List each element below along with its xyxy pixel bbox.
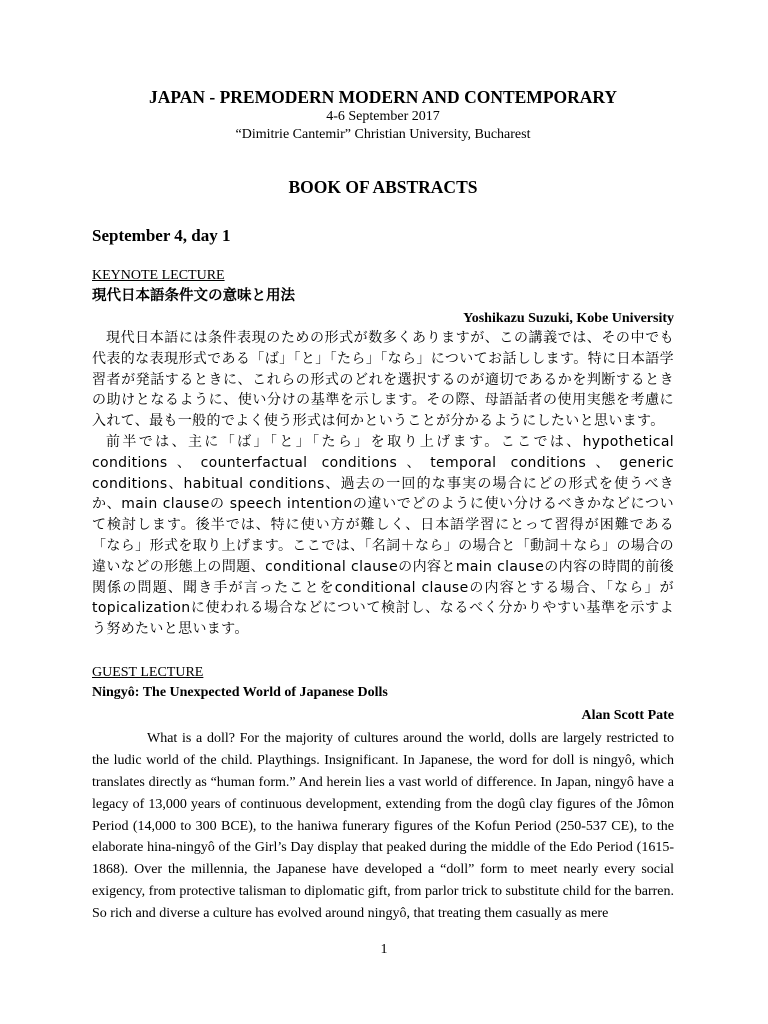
- page-number: 1: [380, 942, 388, 957]
- keynote-paragraph-2: 前半では、主に「ば」「と」「たら」を取り上げます。ここでは、hypothetical conditions、counterfactual conditions、temporal conditions、generic conditions、habitual conditions、過去の一回的な事実の場合にどの形式を使うべきか、main clauseの speech intentionの違いでどのように使い分けるべきかなどについて検討します。後半では、特に使い方が難しく、日本語学習にとって習得が困難である「なら」形式を取り上げます。ここでは、「名詞＋なら」の場合と「動詞＋なら」の場合の違いなどの形態上の問題、conditional clauseの内容とmain clauseの内容の時間的前後関係の問題、聞き手が言ったことをconditional clauseの内容とする場合、「なら」がtopicalizationに使われる場合などについて検討し、なるべく分かりやすい基準を示すよう努めたいと思います。: [92, 433, 674, 638]
- day-heading: September 4, day 1: [92, 226, 231, 245]
- book-title: BOOK OF ABSTRACTS: [288, 177, 478, 197]
- keynote-paragraph-1: 現代日本語には条件表現のための形式が数多くありますが、この講義では、その中でも代表的な表現形式である「ば」「と」「たら」「なら」についてお話しします。特に日本語学習者が発話するときに、これらの形式のどれを選択するのが適切であるかを判断するときの助けとなるように、使い分けの基準を示します。その際、母語話者の使用実態を考慮に入れて、最も一般的でよく使う形式は何かということが分かるようにしたいと思います。: [92, 330, 674, 430]
- keynote-abstract: [92, 328, 674, 640]
- keynote-label: KEYNOTE LECTURE: [92, 268, 225, 283]
- document-page: [92, 86, 674, 925]
- conference-dates: 4-6 September 2017: [326, 109, 440, 124]
- conference-venue: “Dimitrie Cantemir” Christian University, Bucharest: [235, 127, 531, 142]
- keynote-title: 現代日本語条件文の意味と用法: [92, 288, 295, 304]
- keynote-author: Yoshikazu Suzuki, Kobe University: [463, 311, 674, 326]
- guest-abstract: What is a doll? For the majority of cultures around the world, dolls are largely restricted to the ludic world of the child. Playthings. Insignificant. In Japanese, the word for doll is ningyô, which translates directly as “human form.” And herein lies a vast world of difference. In Japan, ningyô have a legacy of 13,000 years of continuous development, extending from the dogû clay figures of the Jômon Period (14,000 to 300 BCE), to the haniwa funerary figures of the Kofun Period (250-537 CE), to the elaborate hina-ningyô of the Girl’s Day display that peaked during the middle of the Edo Period (1615-1868). Over the millennia, the Japanese have developed a “doll” form to meet nearly every social exigency, from protective talisman to diplomatic gift, from parlor trick to substitute child for the barren. So rich and diverse a culture has evolved around ningyô, that treating them casually as mere: [92, 730, 674, 922]
- guest-title: Ningyô: The Unexpected World of Japanese Dolls: [92, 684, 388, 700]
- guest-section: [92, 664, 674, 925]
- conference-title: JAPAN - PREMODERN MODERN AND CONTEMPORARY: [148, 87, 618, 107]
- conference-header: [92, 86, 674, 144]
- keynote-section: [92, 267, 674, 640]
- guest-label: GUEST LECTURE: [92, 664, 204, 680]
- guest-author: Alan Scott Pate: [581, 707, 674, 723]
